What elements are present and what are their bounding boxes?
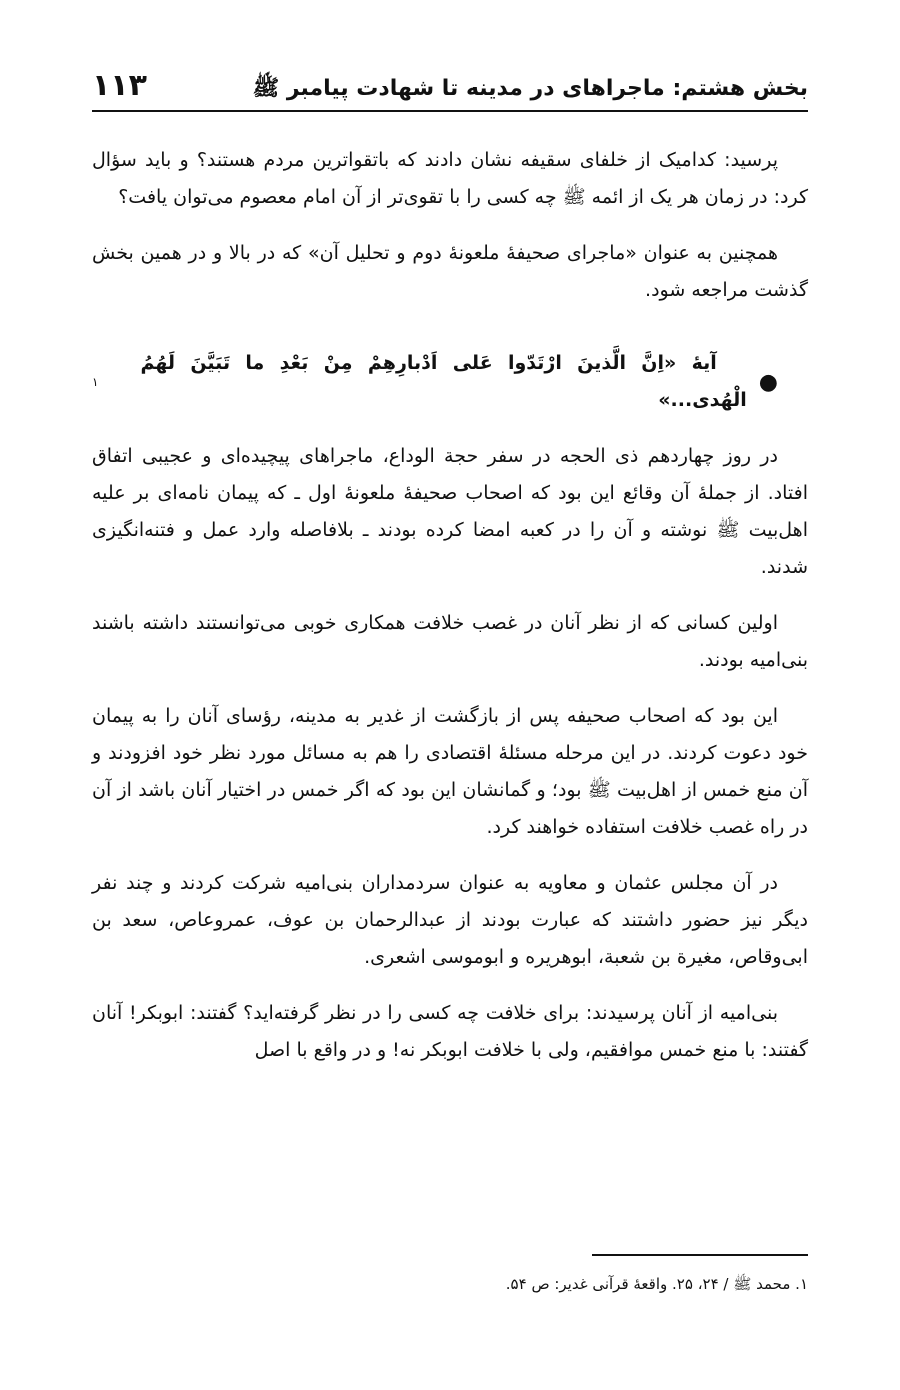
paragraph-2: همچنین به عنوان «ماجرای صحیفهٔ ملعونهٔ دوم و تحلیل آن» که در بالا و در همین بخش گذشت مراجعه شود. xyxy=(92,242,808,301)
body-text xyxy=(92,142,808,1088)
paragraph-7: بنی‌امیه از آنان پرسیدند: برای خلافت چه کسی را در نظر گرفته‌اید؟ گفتند: ابوبکر! آنان گفتند: با منع خمس موافقیم، ولی با خلافت ابوبکر نه! و در واقع با اصل xyxy=(92,1002,808,1061)
footnote: ۱. محمد ﷺ / ۲۴، ۲۵. واقعهٔ قرآنی غدیر: ص ۵۴. xyxy=(505,1275,808,1293)
paragraph-4: اولین کسانی که از نظر آنان در غصب خلافت همکاری خوبی می‌توانستند داشته باشند بنی‌امیه بودند. xyxy=(92,612,808,671)
paragraph-5: این بود که اصحاب صحیفه پس از بازگشت از غدیر به مدینه، رؤسای آنان را به پیمان خود دعوت کردند. در این مرحله مسئلهٔ اقتصادی را هم به مسائل مورد نظر خود افزودند و آن منع خمس از اهل‌بیت ﷺ بود؛ و گمانشان این بود که اگر خمس در اختیار آنان باشد از آن در راه غصب خلافت استفاده خواهند کرد. xyxy=(92,705,808,838)
section-heading xyxy=(92,345,808,419)
running-head: بخش هشتم: ماجراهای در مدینه تا شهادت پیامبر ﷺ xyxy=(252,76,808,101)
page-header xyxy=(92,66,808,112)
footnote-marker: ۱ xyxy=(92,374,99,389)
paragraph-3: در روز چهاردهم ذی الحجه در سفر حجة الوداع، ماجراهای پیچیده‌ای و عجیبی اتفاق افتاد. از جملهٔ آن وقائع این بود که اصحاب صحیفهٔ ملعونهٔ اول ـ که پیمان نامه‌ای بر علیه اهل‌بیت ﷺ نوشته و آن را در کعبه امضا کرده بودند ـ بلافاصله وارد عمل و فتنه‌انگیزی شدند. xyxy=(92,445,808,578)
footnote-divider xyxy=(592,1254,808,1256)
section-heading-text: آیهٔ «اِنَّ الَّذینَ ارْتَدّوا عَلی اَدْبارِهِمْ مِنْ بَعْدِ ما تَبَیَّنَ لَهُمُ الْهُدی...» xyxy=(140,352,747,411)
paragraph-1: پرسید: کدامیک از خلفای سقیفه نشان دادند که باتقواترین مردم هستند؟ و باید سؤال کرد: در زمان هر یک از ائمه ﷺ چه کسی را با تقوی‌تر از آن امام معصوم می‌توان یافت؟ xyxy=(92,149,808,208)
paragraph-6: در آن مجلس عثمان و معاویه به عنوان سردمداران بنی‌امیه شرکت کردند و چند نفر دیگر نیز حضور داشتند که عبارت بودند از عبدالرحمان بن عوف، عمروعاص، سعد بن ابی‌وقاص، مغیرة بن شعبة، ابوهریره و ابوموسی اشعری. xyxy=(92,872,808,968)
page-number: ۱۱۳ xyxy=(92,68,147,103)
bullet-icon: ● xyxy=(758,369,778,395)
